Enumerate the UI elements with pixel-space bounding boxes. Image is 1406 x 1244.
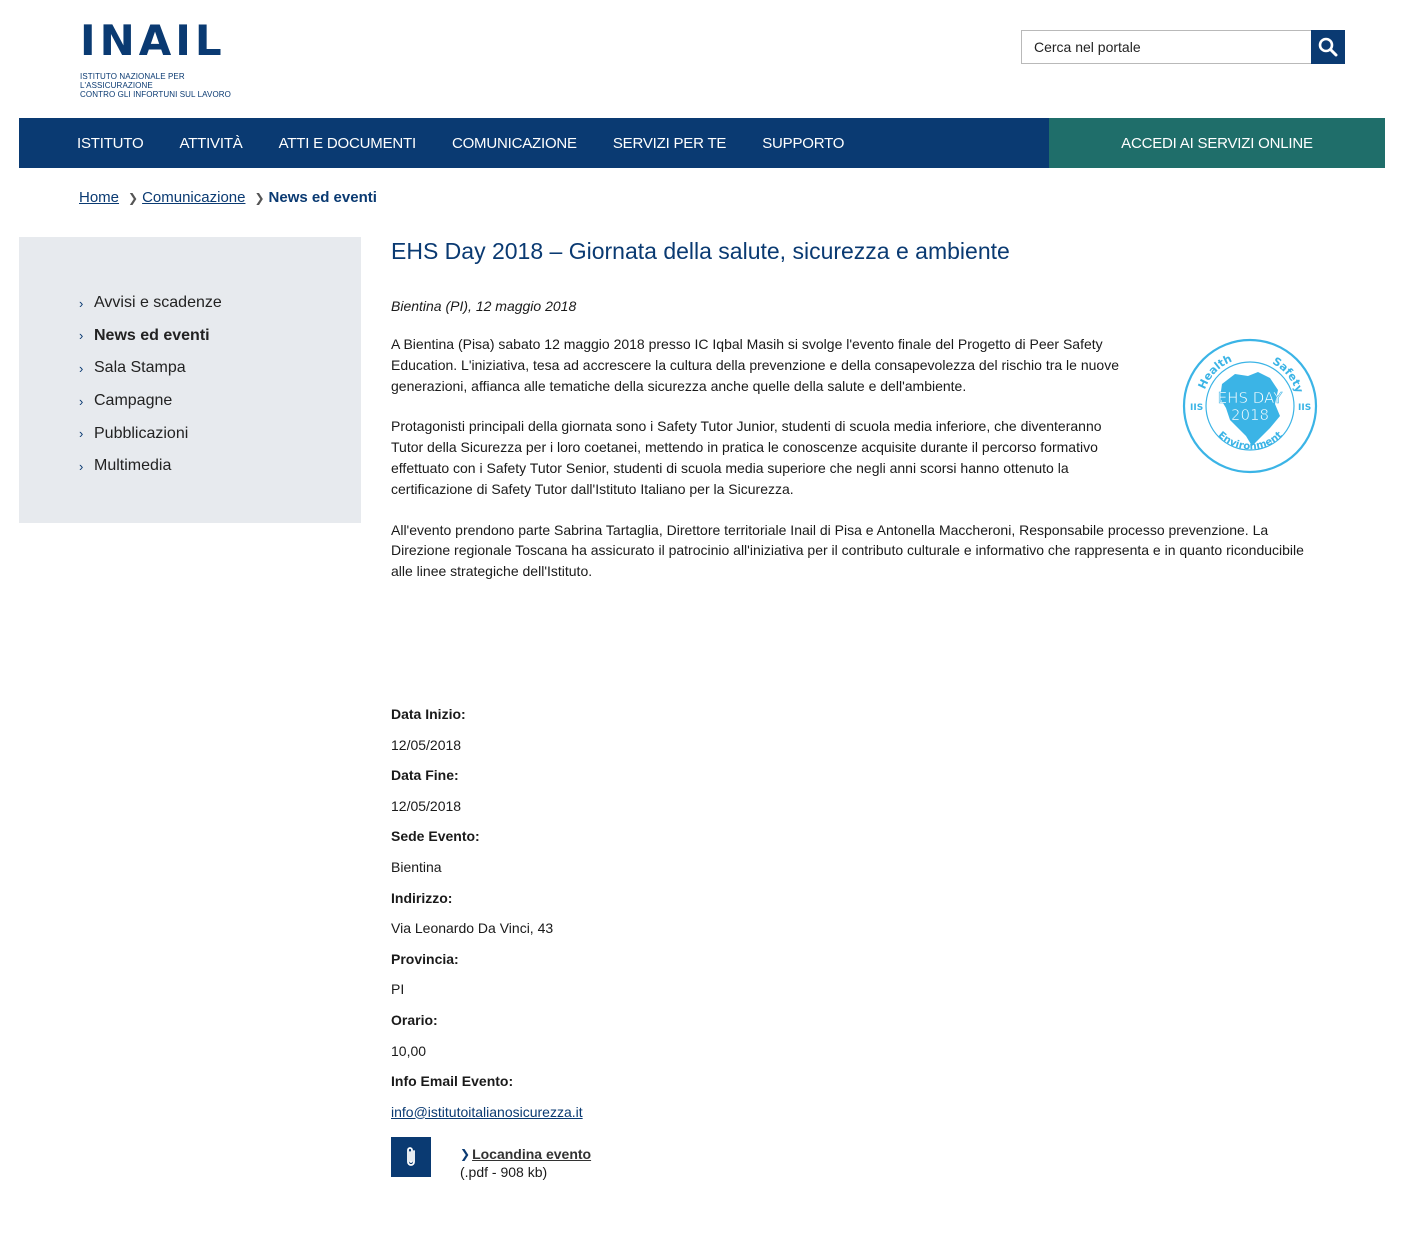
inail-logo[interactable] — [80, 16, 255, 99]
indirizzo-label: Indirizzo: — [391, 889, 453, 906]
chevron-right-icon: › — [79, 393, 84, 409]
ehs-logo-iis-left: IIS — [1190, 403, 1204, 413]
orario-label: Orario: — [391, 1011, 438, 1028]
nav-item-attivita[interactable]: ATTIVITÀ — [179, 134, 243, 152]
sidebar — [19, 237, 361, 523]
sidebar-item-label: Campagne — [94, 392, 173, 410]
email-value — [391, 1101, 891, 1132]
provincia-label: Provincia: — [391, 950, 459, 967]
sidebar-item-label: Multimedia — [94, 457, 172, 475]
sidebar-item-label: News ed eventi — [94, 326, 210, 344]
search-icon — [1318, 37, 1338, 57]
attachment-link-row — [460, 1146, 591, 1162]
email-label: Info Email Evento: — [391, 1073, 514, 1090]
chevron-right-icon: › — [79, 295, 84, 311]
sidebar-item-label: Avvisi e scadenze — [94, 294, 222, 312]
sidebar-item-news[interactable] — [79, 320, 361, 353]
locandina-link[interactable]: Locandina evento — [472, 1146, 592, 1162]
attachment-icon-box[interactable] — [391, 1137, 431, 1177]
page-title: EHS Day 2018 – Giornata della salute, sicurezza e ambiente — [391, 238, 1010, 264]
data-fine-value: 12/05/2018 — [391, 797, 462, 814]
attachment-meta: (.pdf - 908 kb) — [460, 1164, 548, 1180]
data-inizio-value: 12/05/2018 — [391, 736, 462, 753]
article-paragraph: Protagonisti principali della giornata sono i Safety Tutor Junior, studenti di scuola media inferiore, che diventeranno Tutor della Sicurezza per i loro coetanei, mettendo in pratica le conoscenze acquisite durante il percorso formativo effettuato con i Safety Tutor Senior, studenti di scuola media superiore che negli anni scorsi hanno ottenuto la certificazione di Safety Tutor dall'Istituto Italiano per la Sicurezza. — [391, 418, 1102, 497]
sede-label: Sede Evento: — [391, 828, 480, 845]
nav-item-comunicazione[interactable]: COMUNICAZIONE — [451, 134, 577, 152]
sidebar-item-pubblicazioni[interactable] — [79, 417, 361, 450]
article-paragraph: All'evento prendono parte Sabrina Tartaglia, Direttore territoriale Inail di Pisa e Antonella Maccheroni, Responsabile processo prevenzione. La Direzione regionale Toscana ha assicurato il patrocinio all'iniziativa per il contributo culturale e informativo che rappresenta e in quanto riconducibile alle linee strategiche dell'Istituto. — [391, 521, 1304, 580]
logo-subtitle — [80, 72, 255, 99]
ehs-logo-safety: Safety — [1270, 354, 1306, 395]
chevron-right-icon: › — [79, 328, 84, 344]
data-inizio-label: Data Inizio: — [391, 706, 466, 722]
breadcrumb-home[interactable]: Home — [79, 189, 120, 206]
chevron-right-icon: ❯ — [128, 190, 139, 205]
provincia-value: PI — [391, 981, 405, 998]
search-input[interactable] — [1021, 30, 1311, 64]
search-button[interactable] — [1311, 30, 1345, 64]
article-place-date: Bientina (PI), 12 maggio 2018 — [391, 298, 577, 314]
ehs-logo-environment: Environment — [1215, 429, 1285, 453]
sidebar-item-sala-stampa[interactable] — [79, 352, 361, 385]
online-services-button[interactable]: ACCEDI AI SERVIZI ONLINE — [1049, 118, 1385, 168]
breadcrumb-comunicazione[interactable]: Comunicazione — [142, 189, 246, 206]
chevron-right-icon: › — [79, 360, 84, 376]
chevron-right-icon: ❯ — [460, 1147, 471, 1161]
attachment-text — [460, 1146, 591, 1180]
email-link[interactable]: info@istitutoitalianosicurezza.it — [391, 1103, 583, 1120]
sidebar-item-avvisi[interactable] — [79, 287, 361, 320]
search-bar — [1021, 30, 1345, 64]
sede-value: Bientina — [391, 858, 442, 875]
chevron-right-icon: › — [79, 458, 84, 474]
event-details — [391, 703, 891, 1131]
nav-item-servizi-per-te[interactable]: SERVIZI PER TE — [612, 134, 727, 152]
ehs-logo-health: Health — [1195, 352, 1234, 391]
main-nav — [19, 118, 1385, 168]
logo-subtitle-line1: ISTITUTO NAZIONALE PER L'ASSICURAZIONE — [80, 72, 185, 90]
indirizzo-value: Via Leonardo Da Vinci, 43 — [391, 920, 554, 937]
logo-subtitle-line2: CONTRO GLI INFORTUNI SUL LAVORO — [80, 90, 231, 99]
chevron-right-icon: ❯ — [254, 190, 265, 205]
nav-items — [19, 118, 1049, 168]
orario-value: 10,00 — [391, 1042, 427, 1059]
sidebar-item-label: Sala Stampa — [94, 359, 186, 377]
ehs-day-logo — [1180, 336, 1320, 476]
ehs-logo-year: 2018 — [1230, 406, 1270, 424]
attachment — [391, 1137, 591, 1180]
sidebar-item-campagne[interactable] — [79, 385, 361, 418]
ehs-logo-iis-right: IIS — [1298, 403, 1312, 413]
chevron-right-icon: › — [79, 426, 84, 442]
nav-item-atti-e-documenti[interactable]: ATTI E DOCUMENTI — [278, 134, 416, 152]
sidebar-item-multimedia[interactable] — [79, 450, 361, 483]
sidebar-item-label: Pubblicazioni — [94, 424, 189, 442]
nav-item-supporto[interactable]: SUPPORTO — [762, 134, 845, 152]
logo-wordmark: INAIL — [80, 16, 226, 65]
breadcrumb — [79, 189, 377, 206]
data-fine-label: Data Fine: — [391, 767, 459, 784]
ehs-logo-title: EHS DAY — [1217, 389, 1283, 407]
breadcrumb-current: News ed eventi — [268, 189, 377, 206]
nav-item-istituto[interactable]: ISTITUTO — [77, 134, 144, 152]
paperclip-icon — [402, 1145, 420, 1169]
article-paragraph: A Bientina (Pisa) sabato 12 maggio 2018 presso IC Iqbal Masih si svolge l'evento finale del Progetto di Peer Safety Education. L'iniziativa, tesa ad accrescere la cultura della prevenzione e della consapevolezza del rischio tra le nuove generazioni, affianca alle tematiche della sicurezza anche quelle della salute e dell'ambiente. — [391, 336, 1119, 394]
